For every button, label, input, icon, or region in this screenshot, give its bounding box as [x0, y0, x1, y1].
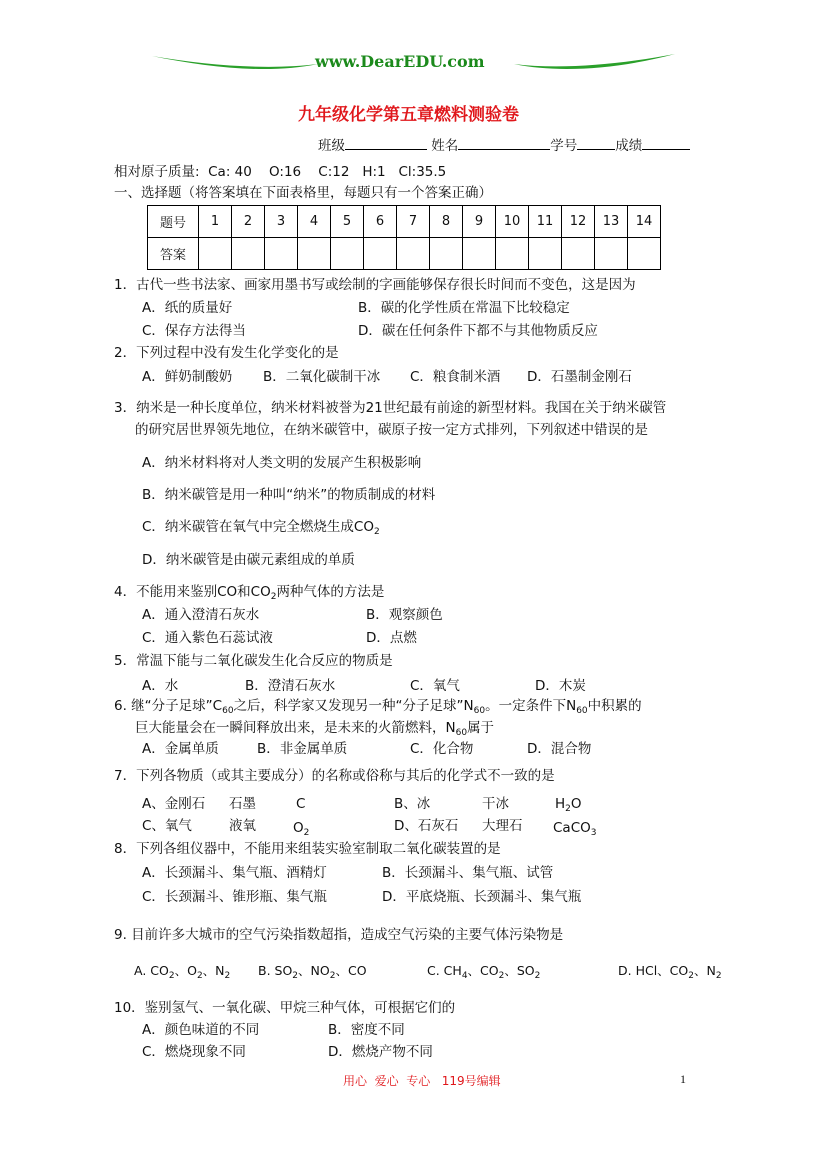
atomic-masses: 相对原子质量: Ca: 40 O:16 C:12 H:1 Cl:35.5 — [114, 164, 447, 180]
question-7-option-a3: C — [296, 796, 306, 812]
q6-part: 巨大能量会在一瞬间释放出来，是未来的火箭燃料，N — [135, 720, 456, 736]
question-number-cell: 5 — [331, 206, 364, 238]
question-7-option-d1: D、石灰石 — [394, 818, 459, 834]
section-heading: 一、选择题（将答案填在下面表格里，每题只有一个答案正确） — [114, 185, 492, 201]
answer-cell[interactable] — [628, 238, 661, 270]
name-label: 姓名 — [431, 138, 459, 154]
question-7-option-b2: 干冰 — [482, 796, 509, 812]
question-number-cell: 12 — [562, 206, 595, 238]
answer-cell[interactable] — [265, 238, 298, 270]
question-4-option-c: C．通入紫色石蕊试液 — [142, 630, 273, 646]
table-row — [148, 206, 661, 238]
header-swoosh-left-icon — [150, 46, 320, 74]
answer-cell[interactable] — [397, 238, 430, 270]
question-10-option-b: B．密度不同 — [328, 1022, 405, 1038]
page-title: 九年级化学第五章燃料测验卷 — [298, 105, 519, 125]
q6-part: 属于 — [467, 720, 495, 736]
question-6-option-b: B．非金属单质 — [257, 741, 348, 757]
question-10-option-d: D．燃烧产物不同 — [328, 1044, 433, 1060]
question-7-option-c1: C、氧气 — [142, 818, 192, 834]
answer-cell[interactable] — [331, 238, 364, 270]
question-5-option-a: A．水 — [142, 678, 179, 694]
table-row — [148, 238, 661, 270]
question-10-option-a: A．颜色味道的不同 — [142, 1022, 260, 1038]
question-4-stem-b: 两种气体的方法是 — [276, 584, 385, 600]
question-number-cell: 4 — [298, 206, 331, 238]
question-number-cell: 3 — [265, 206, 298, 238]
question-9-option-d: D. HCl、$CO_2$、$N_2$ — [618, 963, 722, 981]
answer-cell[interactable] — [529, 238, 562, 270]
question-2-stem: 2．下列过程中没有发生化学变化的是 — [114, 345, 339, 361]
table-header-cell: 答案 — [148, 238, 199, 270]
header-swoosh-right-icon — [512, 46, 677, 74]
question-6-option-c: C．化合物 — [410, 741, 474, 757]
question-2-option-c: C．粮食制米酒 — [410, 369, 501, 385]
question-number-cell: 7 — [397, 206, 430, 238]
question-4-stem: 4．不能用来鉴别CO和$CO_2$两种气体的方法是 — [114, 584, 385, 602]
question-7-option-c3: $O_2$ — [293, 820, 310, 838]
question-1-stem: 1．古代一些书法家、画家用墨书写或绘制的字画能够保存很长时间而不变色，这是因为 — [114, 277, 636, 293]
question-8-option-b: B．长颈漏斗、集气瓶、试管 — [382, 865, 554, 881]
question-2-option-d: D．石墨制金刚石 — [527, 369, 632, 385]
q7-part: H — [555, 796, 566, 812]
question-1-option-d: D．碳在任何条件下都不与其他物质反应 — [358, 323, 598, 339]
question-8-option-d: D．平底烧瓶、长颈漏斗、集气瓶 — [382, 889, 582, 905]
question-number-cell: 14 — [628, 206, 661, 238]
q7-part: O — [293, 820, 304, 836]
question-9-option-a: A. $CO_2$、$O_2$、$N_2$ — [134, 963, 231, 981]
question-8-option-c: C．长颈漏斗、锥形瓶、集气瓶 — [142, 889, 327, 905]
question-4-option-d: D．点燃 — [366, 630, 417, 646]
question-6-stem: 6. 继“分子足球$”C_{60}$之后，科学家又发现另一种“分子足球$”N_{60}$。一定条件下$N_{60}$中积累的 — [114, 698, 642, 716]
question-6-option-a: A．金属单质 — [142, 741, 219, 757]
question-5-stem: 5．常温下能与二氧化碳发生化合反应的物质是 — [114, 653, 393, 669]
question-7-option-b3: $H_2O$ — [555, 796, 582, 814]
name-field[interactable] — [458, 137, 550, 150]
question-10-option-c: C．燃烧现象不同 — [142, 1044, 246, 1060]
question-7-option-b1: B、冰 — [394, 796, 431, 812]
question-3-option-c: C．纳米碳管在氧气中完全燃烧生成$CO_2$ — [142, 519, 380, 537]
question-4-option-a: A．通入澄清石灰水 — [142, 607, 260, 623]
question-9-option-c: C. $CH_4$、$CO_2$、$SO_2$ — [427, 963, 541, 981]
answer-cell[interactable] — [232, 238, 265, 270]
answer-cell[interactable] — [199, 238, 232, 270]
question-9-stem: 9. 目前许多大城市的空气污染指数超指，造成空气污染的主要气体污染物是 — [114, 927, 564, 943]
q6-part: 6. 继“分子足球”C — [114, 698, 223, 714]
question-number-cell: 13 — [595, 206, 628, 238]
question-5-option-c: C．氧气 — [410, 678, 460, 694]
question-8-stem: 8．下列各组仪器中，不能用来组装实验室制取二氧化碳装置的是 — [114, 841, 501, 857]
q6-part: 。一定条件下N — [485, 698, 577, 714]
question-3-option-b: B．纳米碳管是用一种叫“纳米”的物质制成的材料 — [142, 487, 436, 503]
question-5-option-b: B．澄清石灰水 — [245, 678, 336, 694]
question-number-cell: 1 — [199, 206, 232, 238]
table-header-cell: 题号 — [148, 206, 199, 238]
score-field[interactable] — [642, 137, 690, 150]
page-number: 1 — [680, 1072, 686, 1086]
answer-cell[interactable] — [298, 238, 331, 270]
question-6-option-d: D．混合物 — [527, 741, 592, 757]
question-10-stem: 10．鉴别氢气、一氧化碳、甲烷三种气体，可根据它们的 — [114, 1000, 456, 1016]
question-7-option-d3: CaCO$_3$ — [553, 820, 597, 838]
question-2-option-b: B．二氧化碳制干冰 — [263, 369, 381, 385]
question-7-option-c2: 液氧 — [229, 818, 256, 834]
question-1-option-a: A．纸的质量好 — [142, 300, 233, 316]
question-4-option-b: B．观察颜色 — [366, 607, 443, 623]
question-number-cell: 11 — [529, 206, 562, 238]
id-label: 学号 — [550, 138, 578, 154]
score-label: 成绩 — [615, 138, 643, 154]
answer-cell[interactable] — [430, 238, 463, 270]
answer-cell[interactable] — [496, 238, 529, 270]
question-6-stem-cont: 巨大能量会在一瞬间释放出来，是未来的火箭燃料，$N_{60}$属于 — [135, 720, 495, 738]
question-7-stem: 7．下列各物质（或其主要成分）的名称或俗称与其后的化学式不一致的是 — [114, 768, 555, 784]
q6-part: 之后，科学家又发现另一种“分子足球”N — [233, 698, 474, 714]
answer-cell[interactable] — [595, 238, 628, 270]
id-field[interactable] — [577, 137, 615, 150]
question-9-option-b: B. $SO_2$、$NO_2$、CO — [258, 963, 367, 981]
question-number-cell: 2 — [232, 206, 265, 238]
student-info-line — [318, 137, 690, 155]
answer-cell[interactable] — [562, 238, 595, 270]
question-3-stem-cont: 的研究居世界领先地位，在纳米碳管中，碳原子按一定方式排列，下列叙述中错误的是 — [135, 422, 648, 438]
question-3-option-c-text: C．纳米碳管在氧气中完全燃烧生成CO — [142, 519, 374, 535]
question-7-option-d2: 大理石 — [482, 818, 523, 834]
question-number-cell: 6 — [364, 206, 397, 238]
question-1-option-b: B．碳的化学性质在常温下比较稳定 — [358, 300, 570, 316]
question-7-option-a1: A、金刚石 — [142, 796, 206, 812]
q7-part: CaCO — [553, 820, 591, 836]
question-3-option-a: A．纳米材料将对人类文明的发展产生积极影响 — [142, 455, 422, 471]
q6-part: 中积累的 — [587, 698, 642, 714]
q7-part: O — [570, 796, 582, 812]
answer-cell[interactable] — [364, 238, 397, 270]
page-footer: 用心 爱心 专心 119号编辑 — [343, 1074, 501, 1088]
question-2-option-a: A．鲜奶制酸奶 — [142, 369, 233, 385]
question-3-stem: 3．纳米是一种长度单位，纳米材料被誉为21世纪最有前途的新型材料。我国在关于纳米碳管 — [114, 400, 667, 416]
answer-table — [147, 205, 661, 270]
question-8-option-a: A．长颈漏斗、集气瓶、酒精灯 — [142, 865, 327, 881]
class-field[interactable] — [345, 137, 427, 150]
question-number-cell: 9 — [463, 206, 496, 238]
question-1-option-c: C．保存方法得当 — [142, 323, 246, 339]
answer-cell[interactable] — [463, 238, 496, 270]
site-header: www.DearEDU.com — [315, 52, 485, 71]
question-7-option-a2: 石墨 — [229, 796, 256, 812]
class-label: 班级 — [318, 138, 345, 154]
question-number-cell: 10 — [496, 206, 529, 238]
question-3-option-d: D．纳米碳管是由碳元素组成的单质 — [142, 552, 355, 568]
question-4-stem-a: 4．不能用来鉴别CO和CO — [114, 584, 271, 600]
question-number-cell: 8 — [430, 206, 463, 238]
question-5-option-d: D．木炭 — [535, 678, 586, 694]
